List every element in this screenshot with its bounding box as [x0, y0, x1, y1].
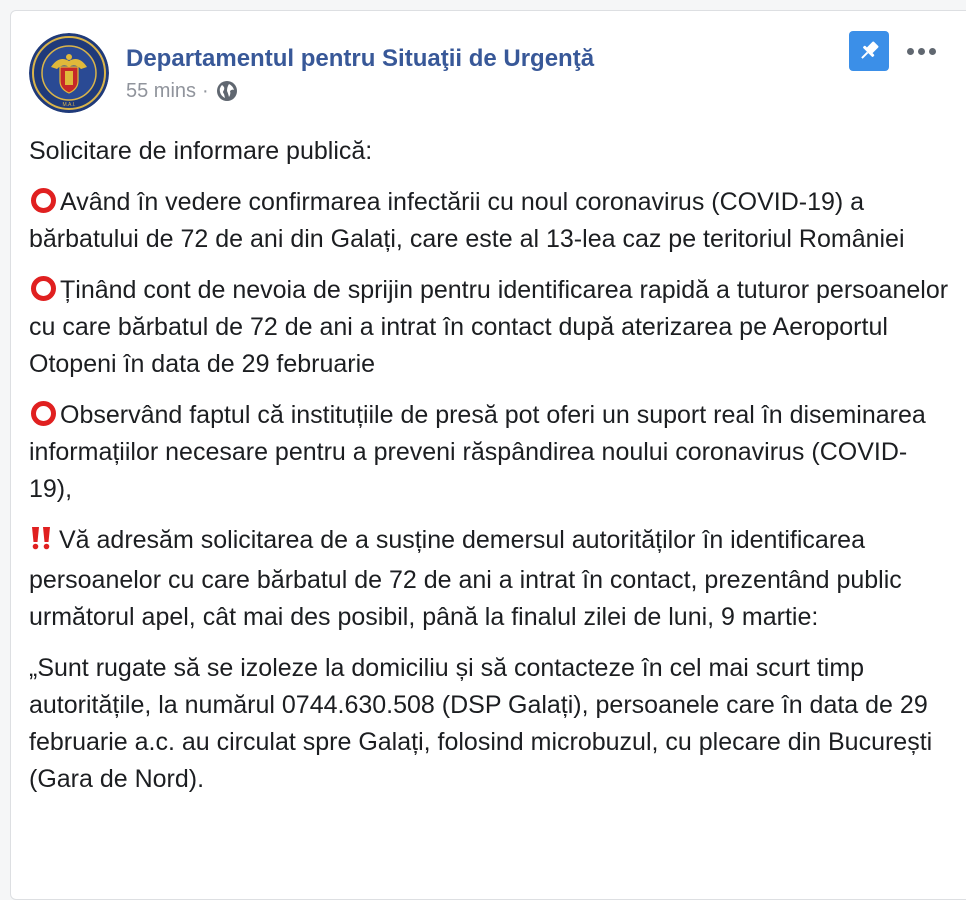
post-timestamp[interactable]: 55 mins: [126, 79, 197, 102]
post-paragraph: [29, 522, 949, 636]
double-exclamation-emoji-icon: [29, 525, 55, 562]
pin-icon: [856, 38, 882, 64]
paragraph-text: Având în vedere confirmarea infectării cu noul coronavirus (COVID-19) a bărbatului de 72 de ani din Galați, care este al 13-lea caz pe teritoriul României: [29, 188, 905, 253]
paragraph-text: Ținând cont de nevoia de sprijin pentru identificarea rapidă a tuturor persoanelor cu care bărbatul de 72 de ani a intrat în contact după aterizarea pe Aeroportul Otopeni în data de 29 februarie: [29, 276, 949, 378]
red-circle-emoji-icon: [31, 276, 56, 301]
post-paragraph: [29, 650, 949, 798]
red-circle-emoji-icon: [31, 401, 56, 426]
paragraph-text: Observând faptul că instituțiile de presă pot oferi un suport real în diseminarea informațiilor necesare pentru a preveni răspândirea noului coronavirus (COVID-19),: [29, 401, 926, 503]
globe-icon[interactable]: [215, 79, 239, 103]
mai-coat-of-arms-logo: [29, 33, 109, 113]
page-avatar[interactable]: [29, 33, 109, 113]
post-paragraph: [29, 272, 949, 383]
red-circle-emoji-icon: [31, 188, 56, 213]
paragraph-text: Solicitare de informare publică:: [29, 137, 373, 165]
post-paragraph: [29, 133, 949, 170]
post-paragraph: [29, 397, 949, 508]
page-name-link[interactable]: Departamentul pentru Situaţii de Urgenţă: [126, 45, 595, 72]
post-body: [29, 133, 949, 812]
post-card: [10, 10, 966, 900]
post-paragraph: [29, 184, 949, 258]
meta-separator: ·: [202, 79, 209, 102]
paragraph-text: „Sunt rugate să se izoleze la domiciliu și să contacteze în cel mai scurt timp autoritățile, la numărul 0744.630.508 (DSP Galați), persoanele care în data de 29 februarie a.c. au circulat spre Galați, folosind microbuzul, cu plecare din București (Gara de Nord).: [29, 654, 933, 793]
paragraph-text: Vă adresăm solicitarea de a susține demersul autorităților în identificarea persoanelor cu care bărbatul de 72 de ani a intrat în contact, prezentând public următorul apel, cât mai des posibil, până la finalul zilei de luni, 9 martie:: [29, 526, 902, 631]
svg-text:M.A.I.: M.A.I.: [62, 102, 76, 108]
pin-button[interactable]: [849, 31, 889, 71]
post-meta: [126, 79, 239, 103]
more-options-icon[interactable]: [901, 39, 941, 63]
